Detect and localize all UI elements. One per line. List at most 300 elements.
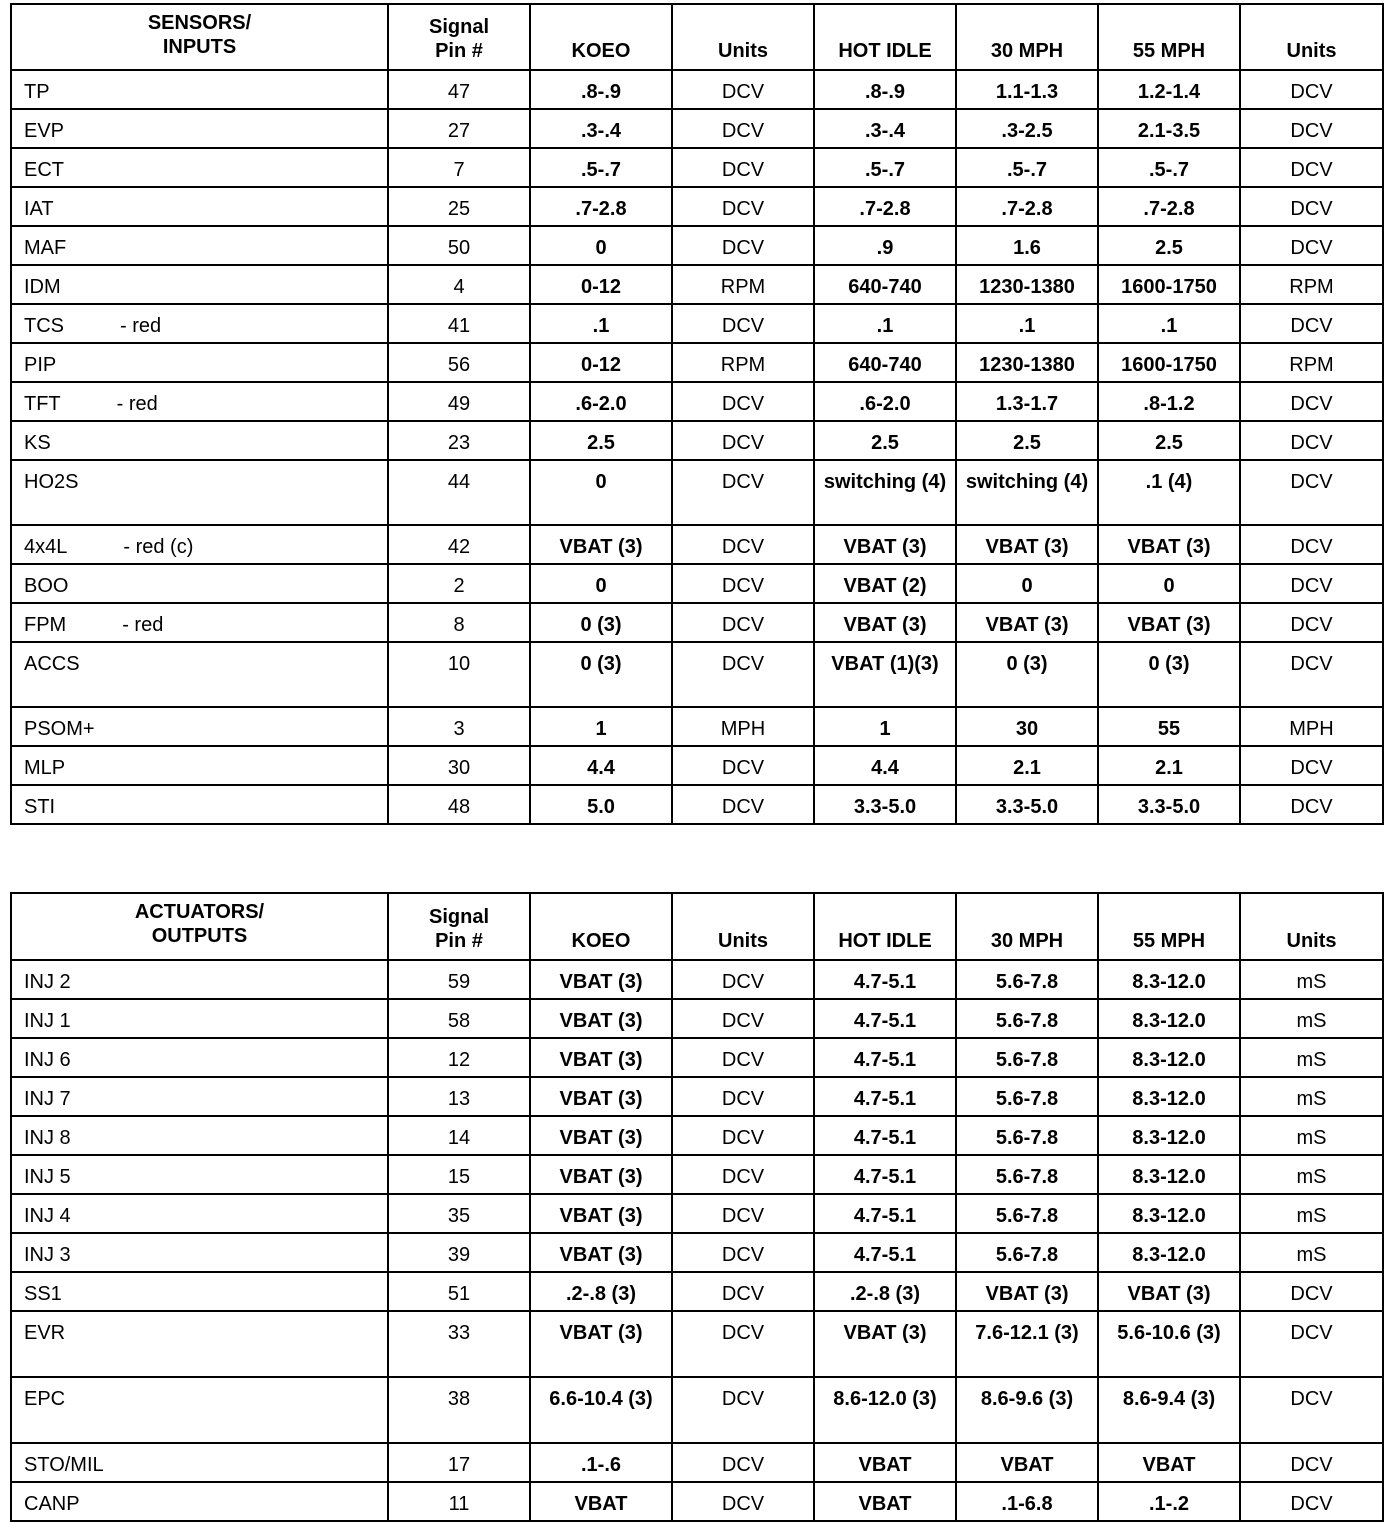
row-name-note: - red (c) [123, 536, 194, 558]
row-name [11, 109, 388, 148]
table-row [11, 187, 1383, 226]
row-name-label: EVP [24, 120, 65, 142]
row-units: DCV [672, 1482, 814, 1521]
row-hot-idle-value: .9 [814, 226, 956, 265]
row-name [11, 707, 388, 746]
row-name [11, 746, 388, 785]
row-koeo-value: .1-.6 [530, 1443, 672, 1482]
row-units-2: DCV [1240, 70, 1383, 109]
row-units: DCV [672, 999, 814, 1038]
actuators-table-body [11, 960, 1383, 1521]
row-hot-idle-value: 4.7-5.1 [814, 1155, 956, 1194]
row-units: DCV [672, 382, 814, 421]
row-name-label: HO2S [24, 471, 79, 493]
table-row [11, 1233, 1383, 1272]
row-units-2: mS [1240, 960, 1383, 999]
row-koeo-value: VBAT [530, 1482, 672, 1521]
row-koeo-value: 6.6-10.4 (3) [530, 1377, 672, 1443]
row-55mph-value: 1600-1750 [1098, 265, 1240, 304]
row-30mph-value: VBAT [956, 1443, 1098, 1482]
table-row [11, 1482, 1383, 1521]
row-name [11, 1482, 388, 1521]
row-signal-pin: 50 [388, 226, 530, 265]
row-name-label: FPM [24, 614, 67, 636]
row-55mph-value: 8.3-12.0 [1098, 960, 1240, 999]
row-units: DCV [672, 304, 814, 343]
row-55mph-value: 1600-1750 [1098, 343, 1240, 382]
row-30mph-value: 2.5 [956, 421, 1098, 460]
row-name [11, 1272, 388, 1311]
row-name [11, 603, 388, 642]
row-name [11, 960, 388, 999]
row-30mph-value: .5-.7 [956, 148, 1098, 187]
row-name-label: KS [24, 432, 51, 454]
row-hot-idle-value: 640-740 [814, 265, 956, 304]
table-row [11, 746, 1383, 785]
row-55mph-value: VBAT (3) [1098, 525, 1240, 564]
row-units: RPM [672, 343, 814, 382]
row-koeo-value: 0 [530, 226, 672, 265]
row-55mph-value: VBAT (3) [1098, 1272, 1240, 1311]
row-55mph-value: 8.3-12.0 [1098, 999, 1240, 1038]
row-name [11, 1077, 388, 1116]
row-units: MPH [672, 707, 814, 746]
row-units: DCV [672, 1443, 814, 1482]
row-30mph-value: 5.6-7.8 [956, 1038, 1098, 1077]
table-row [11, 960, 1383, 999]
row-koeo-value: VBAT (3) [530, 960, 672, 999]
row-name [11, 304, 388, 343]
row-name [11, 1116, 388, 1155]
row-signal-pin: 4 [388, 265, 530, 304]
row-units: DCV [672, 564, 814, 603]
row-name-label: EVR [24, 1322, 66, 1344]
actuators-hot-idle-header: HOT IDLE [814, 893, 956, 960]
row-units: DCV [672, 785, 814, 824]
row-30mph-value: 5.6-7.8 [956, 1194, 1098, 1233]
row-name [11, 70, 388, 109]
row-name [11, 187, 388, 226]
row-hot-idle-value: 3.3-5.0 [814, 785, 956, 824]
actuators-table [10, 892, 1384, 1522]
row-signal-pin: 41 [388, 304, 530, 343]
row-units-2: DCV [1240, 1377, 1383, 1443]
row-signal-pin: 39 [388, 1233, 530, 1272]
row-signal-pin: 47 [388, 70, 530, 109]
row-signal-pin: 35 [388, 1194, 530, 1233]
row-name-label: PIP [24, 354, 57, 376]
row-signal-pin: 38 [388, 1377, 530, 1443]
row-name-note: - red [116, 393, 158, 415]
row-units: DCV [672, 421, 814, 460]
actuators-pin-header: Signal Pin # [388, 893, 530, 960]
row-55mph-value: 8.3-12.0 [1098, 1077, 1240, 1116]
row-hot-idle-value: 4.4 [814, 746, 956, 785]
actuators-header-row [11, 893, 1383, 960]
row-30mph-value: 5.6-7.8 [956, 1233, 1098, 1272]
row-units-2: DCV [1240, 603, 1383, 642]
table-row [11, 1194, 1383, 1233]
row-name [11, 1194, 388, 1233]
row-hot-idle-value: 4.7-5.1 [814, 1077, 956, 1116]
row-units-2: DCV [1240, 460, 1383, 525]
row-hot-idle-value: switching (4) [814, 460, 956, 525]
row-koeo-value: .2-.8 (3) [530, 1272, 672, 1311]
row-units: DCV [672, 226, 814, 265]
row-units-2: DCV [1240, 1272, 1383, 1311]
row-koeo-value: .1 [530, 304, 672, 343]
row-units: DCV [672, 1155, 814, 1194]
row-units: DCV [672, 1233, 814, 1272]
row-koeo-value: VBAT (3) [530, 1311, 672, 1377]
table-row [11, 564, 1383, 603]
row-30mph-value: 0 [956, 564, 1098, 603]
row-name-label: BOO [24, 575, 69, 597]
row-name [11, 1377, 388, 1443]
row-name [11, 564, 388, 603]
row-30mph-value: .1-6.8 [956, 1482, 1098, 1521]
sensors-55mph-header: 55 MPH [1098, 4, 1240, 70]
row-30mph-value: .1 [956, 304, 1098, 343]
row-55mph-value: .1 [1098, 304, 1240, 343]
row-hot-idle-value: 4.7-5.1 [814, 1194, 956, 1233]
row-55mph-value: 8.3-12.0 [1098, 1038, 1240, 1077]
row-hot-idle-value: 4.7-5.1 [814, 960, 956, 999]
row-units-2: DCV [1240, 525, 1383, 564]
row-name [11, 999, 388, 1038]
row-signal-pin: 49 [388, 382, 530, 421]
row-name-label: INJ 3 [24, 1244, 71, 1266]
row-units-2: mS [1240, 1116, 1383, 1155]
row-koeo-value: .8-.9 [530, 70, 672, 109]
actuators-units2-header: Units [1240, 893, 1383, 960]
row-name [11, 265, 388, 304]
row-units-2: DCV [1240, 746, 1383, 785]
row-hot-idle-value: .1 [814, 304, 956, 343]
row-name-label: SS1 [24, 1283, 62, 1305]
row-name-label: TP [24, 81, 50, 103]
row-units-2: DCV [1240, 226, 1383, 265]
row-hot-idle-value: .5-.7 [814, 148, 956, 187]
row-koeo-value: 5.0 [530, 785, 672, 824]
row-name-label: INJ 4 [24, 1205, 71, 1227]
row-signal-pin: 12 [388, 1038, 530, 1077]
row-units: DCV [672, 642, 814, 707]
row-koeo-value: .7-2.8 [530, 187, 672, 226]
row-units: DCV [672, 1116, 814, 1155]
row-name [11, 460, 388, 525]
row-name [11, 1233, 388, 1272]
row-30mph-value: VBAT (3) [956, 603, 1098, 642]
sensors-table [10, 3, 1384, 825]
sensors-hot-idle-header: HOT IDLE [814, 4, 956, 70]
row-signal-pin: 30 [388, 746, 530, 785]
row-30mph-value: 2.1 [956, 746, 1098, 785]
row-hot-idle-value: 4.7-5.1 [814, 1116, 956, 1155]
row-name [11, 1038, 388, 1077]
table-row [11, 785, 1383, 824]
row-koeo-value: 1 [530, 707, 672, 746]
actuators-55mph-header: 55 MPH [1098, 893, 1240, 960]
row-koeo-value: VBAT (3) [530, 1155, 672, 1194]
row-units-2: DCV [1240, 1311, 1383, 1377]
row-koeo-value: 2.5 [530, 421, 672, 460]
row-name-label: IAT [24, 198, 54, 220]
row-name-label: ACCS [24, 653, 80, 675]
row-name [11, 1311, 388, 1377]
row-name-label: STI [24, 796, 56, 818]
row-signal-pin: 48 [388, 785, 530, 824]
actuators-units1-header: Units [672, 893, 814, 960]
row-units-2: mS [1240, 999, 1383, 1038]
row-signal-pin: 25 [388, 187, 530, 226]
row-name-label: INJ 1 [24, 1010, 71, 1032]
row-name-note: - red [122, 614, 164, 636]
actuators-30mph-header: 30 MPH [956, 893, 1098, 960]
row-name [11, 421, 388, 460]
row-30mph-value: 5.6-7.8 [956, 999, 1098, 1038]
row-55mph-value: 3.3-5.0 [1098, 785, 1240, 824]
row-signal-pin: 15 [388, 1155, 530, 1194]
table-row [11, 226, 1383, 265]
row-30mph-value: 1230-1380 [956, 343, 1098, 382]
row-55mph-value: 8.3-12.0 [1098, 1155, 1240, 1194]
row-30mph-value: 5.6-7.8 [956, 960, 1098, 999]
table-row [11, 1038, 1383, 1077]
row-name [11, 1155, 388, 1194]
table-row [11, 1377, 1383, 1443]
row-55mph-value: 8.6-9.4 (3) [1098, 1377, 1240, 1443]
row-name-label: EPC [24, 1388, 66, 1410]
row-units-2: DCV [1240, 304, 1383, 343]
row-hot-idle-value: 640-740 [814, 343, 956, 382]
row-signal-pin: 3 [388, 707, 530, 746]
row-koeo-value: 0-12 [530, 343, 672, 382]
row-30mph-value: 1.6 [956, 226, 1098, 265]
row-units-2: DCV [1240, 1482, 1383, 1521]
table-row [11, 148, 1383, 187]
sensors-30mph-header: 30 MPH [956, 4, 1098, 70]
row-30mph-value: switching (4) [956, 460, 1098, 525]
row-units: DCV [672, 109, 814, 148]
row-name-label: 4x4L [24, 536, 68, 558]
actuators-name-header: ACTUATORS/ OUTPUTS [11, 893, 388, 960]
row-name-label: TCS [24, 315, 64, 337]
row-hot-idle-value: VBAT (1)(3) [814, 642, 956, 707]
row-units-2: DCV [1240, 642, 1383, 707]
table-row [11, 421, 1383, 460]
row-koeo-value: .6-2.0 [530, 382, 672, 421]
row-units: RPM [672, 265, 814, 304]
row-55mph-value: 1.2-1.4 [1098, 70, 1240, 109]
row-signal-pin: 2 [388, 564, 530, 603]
row-units: DCV [672, 1038, 814, 1077]
row-hot-idle-value: VBAT [814, 1443, 956, 1482]
row-signal-pin: 8 [388, 603, 530, 642]
row-55mph-value: VBAT (3) [1098, 603, 1240, 642]
row-signal-pin: 58 [388, 999, 530, 1038]
actuators-koeo-header: KOEO [530, 893, 672, 960]
row-name-label: INJ 6 [24, 1049, 71, 1071]
row-units-2: DCV [1240, 1443, 1383, 1482]
row-signal-pin: 7 [388, 148, 530, 187]
row-55mph-value: 2.5 [1098, 226, 1240, 265]
row-signal-pin: 56 [388, 343, 530, 382]
row-name-label: INJ 8 [24, 1127, 71, 1149]
row-55mph-value: VBAT [1098, 1443, 1240, 1482]
row-hot-idle-value: VBAT (2) [814, 564, 956, 603]
row-30mph-value: VBAT (3) [956, 525, 1098, 564]
row-units: DCV [672, 187, 814, 226]
row-signal-pin: 11 [388, 1482, 530, 1521]
sensors-units1-header: Units [672, 4, 814, 70]
row-units-2: DCV [1240, 187, 1383, 226]
row-name [11, 343, 388, 382]
row-units: DCV [672, 960, 814, 999]
table-row [11, 343, 1383, 382]
row-signal-pin: 33 [388, 1311, 530, 1377]
row-signal-pin: 14 [388, 1116, 530, 1155]
row-hot-idle-value: 4.7-5.1 [814, 1038, 956, 1077]
row-koeo-value: 0 (3) [530, 642, 672, 707]
sensors-pin-header: Signal Pin # [388, 4, 530, 70]
row-koeo-value: VBAT (3) [530, 525, 672, 564]
row-units-2: RPM [1240, 343, 1383, 382]
row-30mph-value: 7.6-12.1 (3) [956, 1311, 1098, 1377]
row-koeo-value: 4.4 [530, 746, 672, 785]
row-signal-pin: 23 [388, 421, 530, 460]
row-koeo-value: VBAT (3) [530, 1038, 672, 1077]
row-koeo-value: VBAT (3) [530, 999, 672, 1038]
row-signal-pin: 27 [388, 109, 530, 148]
row-55mph-value: 2.5 [1098, 421, 1240, 460]
table-row [11, 109, 1383, 148]
row-30mph-value: 3.3-5.0 [956, 785, 1098, 824]
row-units: DCV [672, 1272, 814, 1311]
row-units-2: DCV [1240, 785, 1383, 824]
sensors-koeo-header: KOEO [530, 4, 672, 70]
row-55mph-value: 55 [1098, 707, 1240, 746]
table-row [11, 525, 1383, 564]
row-units-2: mS [1240, 1233, 1383, 1272]
row-koeo-value: 0 (3) [530, 603, 672, 642]
row-units: DCV [672, 1377, 814, 1443]
row-30mph-value: 1.3-1.7 [956, 382, 1098, 421]
row-koeo-value: 0 [530, 564, 672, 603]
row-hot-idle-value: .2-.8 (3) [814, 1272, 956, 1311]
row-koeo-value: .3-.4 [530, 109, 672, 148]
row-units-2: mS [1240, 1077, 1383, 1116]
row-name-label: STO/MIL [24, 1454, 104, 1476]
row-30mph-value: 8.6-9.6 (3) [956, 1377, 1098, 1443]
row-units-2: DCV [1240, 109, 1383, 148]
row-units-2: DCV [1240, 148, 1383, 187]
table-row [11, 1077, 1383, 1116]
sensors-table-body [11, 70, 1383, 824]
row-55mph-value: .1 (4) [1098, 460, 1240, 525]
table-row [11, 382, 1383, 421]
row-hot-idle-value: VBAT (3) [814, 1311, 956, 1377]
table-row [11, 1311, 1383, 1377]
row-30mph-value: 0 (3) [956, 642, 1098, 707]
row-name [11, 1443, 388, 1482]
table-row [11, 1155, 1383, 1194]
row-units: DCV [672, 1077, 814, 1116]
row-hot-idle-value: 2.5 [814, 421, 956, 460]
row-units: DCV [672, 1194, 814, 1233]
row-30mph-value: .7-2.8 [956, 187, 1098, 226]
row-hot-idle-value: VBAT (3) [814, 525, 956, 564]
table-row [11, 460, 1383, 525]
row-30mph-value: 5.6-7.8 [956, 1116, 1098, 1155]
row-name-label: IDM [24, 276, 61, 298]
row-55mph-value: 2.1 [1098, 746, 1240, 785]
row-signal-pin: 59 [388, 960, 530, 999]
table-row [11, 707, 1383, 746]
row-hot-idle-value: .6-2.0 [814, 382, 956, 421]
row-units-2: MPH [1240, 707, 1383, 746]
row-name-note: - red [120, 315, 162, 337]
row-55mph-value: .1-.2 [1098, 1482, 1240, 1521]
row-55mph-value: 8.3-12.0 [1098, 1233, 1240, 1272]
row-30mph-value: 5.6-7.8 [956, 1077, 1098, 1116]
row-hot-idle-value: .8-.9 [814, 70, 956, 109]
row-koeo-value: VBAT (3) [530, 1194, 672, 1233]
row-hot-idle-value: 4.7-5.1 [814, 999, 956, 1038]
row-name-label: INJ 2 [24, 971, 71, 993]
row-hot-idle-value: .7-2.8 [814, 187, 956, 226]
row-signal-pin: 42 [388, 525, 530, 564]
row-units: DCV [672, 603, 814, 642]
row-units: DCV [672, 148, 814, 187]
row-55mph-value: .5-.7 [1098, 148, 1240, 187]
row-units: DCV [672, 460, 814, 525]
row-name-label: CANP [24, 1493, 80, 1515]
row-name [11, 785, 388, 824]
sensors-units2-header: Units [1240, 4, 1383, 70]
row-units: DCV [672, 525, 814, 564]
row-name [11, 642, 388, 707]
row-hot-idle-value: VBAT (3) [814, 603, 956, 642]
table-row [11, 603, 1383, 642]
row-units: DCV [672, 1311, 814, 1377]
row-name [11, 148, 388, 187]
row-55mph-value: 2.1-3.5 [1098, 109, 1240, 148]
row-30mph-value: .3-2.5 [956, 109, 1098, 148]
row-units: DCV [672, 70, 814, 109]
row-name-label: ECT [24, 159, 64, 181]
row-hot-idle-value: 8.6-12.0 (3) [814, 1377, 956, 1443]
row-koeo-value: 0 [530, 460, 672, 525]
row-koeo-value: .5-.7 [530, 148, 672, 187]
table-row [11, 642, 1383, 707]
row-units-2: RPM [1240, 265, 1383, 304]
row-name-label: TFT [24, 393, 61, 415]
row-55mph-value: 0 [1098, 564, 1240, 603]
table-row [11, 304, 1383, 343]
row-koeo-value: VBAT (3) [530, 1077, 672, 1116]
table-row [11, 70, 1383, 109]
row-hot-idle-value: 1 [814, 707, 956, 746]
row-hot-idle-value: VBAT [814, 1482, 956, 1521]
row-name [11, 382, 388, 421]
row-name-label: MAF [24, 237, 67, 259]
row-name-label: INJ 7 [24, 1088, 71, 1110]
row-55mph-value: 0 (3) [1098, 642, 1240, 707]
row-units: DCV [672, 746, 814, 785]
row-units-2: mS [1240, 1038, 1383, 1077]
row-units-2: DCV [1240, 382, 1383, 421]
